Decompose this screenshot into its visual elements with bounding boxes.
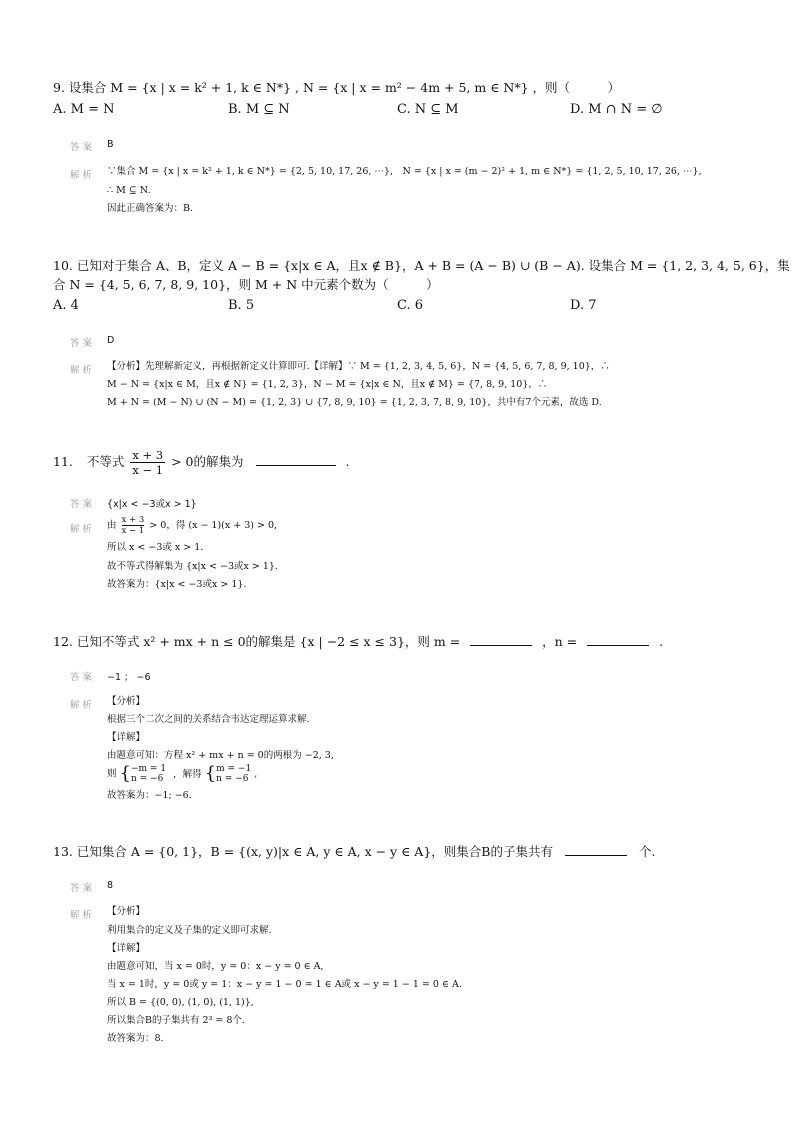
fraction xyxy=(122,515,145,536)
question-12-text xyxy=(53,634,663,650)
system-mid: ，解得 xyxy=(173,768,202,780)
system-prefix: 则 xyxy=(107,768,117,780)
fraction-numerator: x + 3 xyxy=(132,448,164,462)
answer-value: D xyxy=(107,335,115,346)
answer-value: B xyxy=(107,139,114,150)
answer-label: 答案 xyxy=(70,142,96,153)
answer-label: 答案 xyxy=(70,338,96,349)
analysis-line: 所以集合B的子集共有 2³ = 8个. xyxy=(107,1015,245,1026)
analysis-line: 【分析】先理解新定义，再根据新定义计算即可.【详解】∵ M = {1, 2, 3, 4, 5, 6}，N = {4, 5, 6, 7, 8, 9, 10}，∴ xyxy=(107,361,610,372)
analysis-line: 【详解】 xyxy=(107,943,146,954)
fraction-denominator: x − 1 xyxy=(121,526,145,536)
answer-blank-m[interactable] xyxy=(470,645,532,646)
analysis-line: 所以 x < −3或 x > 1. xyxy=(107,542,204,553)
equation: n = −6 xyxy=(131,774,164,784)
analysis-label: 解析 xyxy=(70,910,96,921)
question-suffix: > 0的解集为 xyxy=(171,454,244,469)
question-10-options xyxy=(53,298,753,316)
analysis-line: 由题意可知，当 x = 0时，y = 0：x − y = 0 ∈ A, xyxy=(107,961,324,972)
answer-value: 8 xyxy=(107,880,114,891)
brace-icon: { xyxy=(119,763,131,784)
analysis-label: 解析 xyxy=(70,365,96,376)
question-9-options xyxy=(53,102,753,120)
analysis-line: 故答案为：8. xyxy=(107,1033,164,1044)
option-c: C. N ⊆ M xyxy=(397,102,459,117)
analysis-label: 解析 xyxy=(70,524,96,535)
equation: −m = 1 xyxy=(131,764,167,774)
option-d: D. M ∩ N = ∅ xyxy=(570,102,663,117)
fraction-denominator: x − 1 xyxy=(132,463,164,477)
question-11-text xyxy=(53,448,349,477)
analysis-label: 解析 xyxy=(70,700,96,711)
answer-label: 答案 xyxy=(70,883,96,894)
option-a: A. 4 xyxy=(53,298,79,313)
equation-system xyxy=(216,764,251,784)
question-end: . xyxy=(345,454,350,469)
fraction-numerator: x + 3 xyxy=(121,515,145,525)
analysis-suffix: > 0，得 (x − 1)(x + 3) > 0, xyxy=(149,520,278,531)
question-9-text: 9. 设集合 M = {x | x = k² + 1, k ∈ N*} , N = {x | x = m² − 4m + 5, m ∈ N*} ，则（ ） xyxy=(53,80,621,95)
answer-label: 答案 xyxy=(70,499,96,510)
equation: m = −1 xyxy=(216,764,252,774)
question-prefix: 不等式 xyxy=(86,454,125,469)
analysis-line: 【详解】 xyxy=(107,732,146,743)
answer-value: −1 ； −6 xyxy=(107,672,151,683)
analysis-line: M − N = {x|x ∈ M，且x ∉ N} = {1, 2, 3}，N − M = {x|x ∈ N，且x ∉ M} = {7, 8, 9, 10}，∴ xyxy=(107,379,548,390)
answer-blank[interactable] xyxy=(256,465,336,466)
analysis-line: ∴ M ⊆ N. xyxy=(107,185,151,196)
option-b: B. M ⊆ N xyxy=(228,102,290,117)
question-end: 个. xyxy=(638,844,656,859)
option-d: D. 7 xyxy=(570,298,597,313)
analysis-line: 利用集合的定义及子集的定义即可求解. xyxy=(107,925,272,936)
option-b: B. 5 xyxy=(228,298,255,313)
answer-blank[interactable] xyxy=(565,855,627,856)
analysis-line: M + N = (M − N) ∪ (N − M) = {1, 2, 3} ∪ {7, 8, 9, 10} = {1, 2, 3, 7, 8, 9, 10}，共中有7个元素，故选 D. xyxy=(107,397,602,408)
analysis-line: 故答案为：−1; −6. xyxy=(107,790,192,801)
question-13-text xyxy=(53,844,655,860)
analysis-line: 根据三个二次之间的关系结合韦达定理运算求解. xyxy=(107,714,310,725)
brace-icon: { xyxy=(204,763,217,784)
option-c: C. 6 xyxy=(397,298,424,313)
question-text: 12. 已知不等式 x² + mx + n ≤ 0的解集是 {x | −2 ≤ x ≤ 3}，则 m = xyxy=(53,634,461,649)
analysis-label: 解析 xyxy=(70,170,96,181)
equation-system-line xyxy=(107,764,257,784)
question-text: 13. 已知集合 A = {0, 1}，B = {(x, y)|x ∈ A, y ∈ A, x − y ∈ A}，则集合B的子集共有 xyxy=(53,844,553,859)
answer-label: 答案 xyxy=(70,672,96,683)
option-a: A. M = N xyxy=(53,102,115,117)
analysis-line: 故答案为：{x|x < −3或x > 1}. xyxy=(107,579,247,590)
analysis-line: 故不等式得解集为 {x|x < −3或x > 1}. xyxy=(107,561,278,572)
question-10-text-line2: 合 N = {4, 5, 6, 7, 8, 9, 10}，则 M + N 中元素个数为（ ） xyxy=(53,277,439,292)
analysis-line: 由题意可知：方程 x² + mx + n = 0的两根为 −2, 3, xyxy=(107,750,334,761)
analysis-line: 当 x = 1时，y = 0或 y = 1：x − y = 1 − 0 = 1 ∈ A或 x − y = 1 − 1 = 0 ∈ A. xyxy=(107,979,462,990)
analysis-line: 【分析】 xyxy=(107,906,146,917)
analysis-line: ∵集合 M = {x | x = k² + 1, k ∈ N*} = {2, 5, 10, 17, 26, ⋯}, N = {x | x = (m − 2)² + 1, m ∈ N*} = {1, 2, 5, 10, 17, 26, ⋯}, xyxy=(107,166,702,177)
question-number: 11. xyxy=(53,454,73,469)
system-end: , xyxy=(254,768,258,780)
equation: n = −6 xyxy=(216,774,249,784)
question-10-text-line1: 10. 已知对于集合 A、B，定义 A − B = {x|x ∈ A，且x ∉ B}，A + B = (A − B) ∪ (B − A). 设集合 M = {1, 2, 3, 4, 5, 6}，集 xyxy=(53,258,790,273)
analysis-line: 【分析】 xyxy=(107,696,146,707)
equation-system xyxy=(131,764,166,784)
answer-value: {x|x < −3或x > 1} xyxy=(107,499,197,510)
question-mid: ，n = xyxy=(542,634,578,649)
analysis-line: 所以 B = {(0, 0), (1, 0), (1, 1)}, xyxy=(107,997,254,1008)
analysis-line: 因此正确答案为：B. xyxy=(107,203,194,214)
analysis-prefix: 由 xyxy=(107,520,117,531)
answer-blank-n[interactable] xyxy=(587,645,649,646)
analysis-line xyxy=(107,515,277,536)
question-end: . xyxy=(659,634,664,649)
fraction xyxy=(130,448,165,477)
